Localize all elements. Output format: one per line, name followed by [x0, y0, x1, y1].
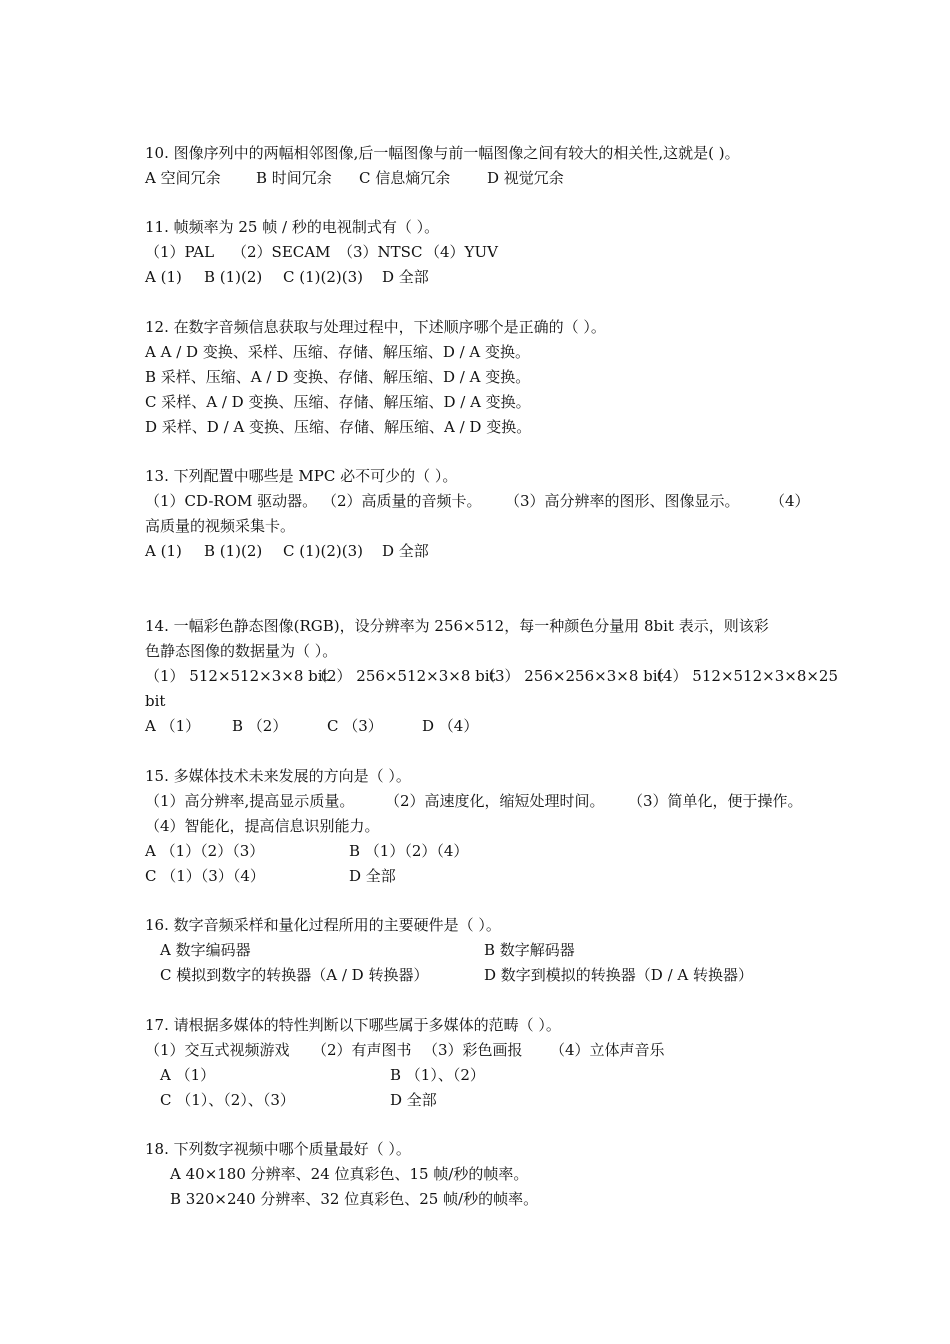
option-b: B （1）（2）（4） — [349, 842, 469, 860]
option-d: D 数字到模拟的转换器（D / A 转换器） — [484, 966, 754, 984]
question-stem: 15. 多媒体技术未来发展的方向是（ ）。 — [145, 767, 411, 785]
option-b: B 数字解码器 — [484, 941, 575, 959]
option-c: C (1)(2)(3) — [283, 268, 363, 286]
option-c: C （1）、（2）、（3） — [160, 1091, 295, 1109]
choice-item: （3）高分辨率的图形、图像显示。 — [505, 492, 740, 510]
option-a: A (1) — [145, 542, 182, 560]
option-a: A 数字编码器 — [160, 941, 251, 959]
choice-item: （3）简单化，便于操作。 — [628, 792, 803, 810]
option-a: A （1） — [160, 1066, 216, 1084]
question-stem: 12. 在数字音频信息获取与处理过程中，下述顺序哪个是正确的（ ）。 — [145, 318, 606, 336]
option-c: C （1）（3）（4） — [145, 867, 265, 885]
choice-item: （1）CD-ROM 驱动器。 — [145, 492, 318, 510]
choice-item: （2）高速度化，缩短处理时间。 — [385, 792, 605, 810]
choice-item-continued: bit — [145, 692, 166, 710]
question-stem: 13. 下列配置中哪些是 MPC 必不可少的（ ）。 — [145, 467, 458, 485]
question-stem: 11. 帧频率为 25 帧 / 秒的电视制式有（ ）。 — [145, 218, 440, 236]
choice-item: （1） 512×512×3×8 bit — [145, 667, 329, 685]
option-d: D （4） — [422, 717, 479, 735]
choice-item: （4）智能化，提高信息识别能力。 — [145, 817, 380, 835]
option-b: B （1）、（2） — [390, 1066, 485, 1084]
option-a: A 40×180 分辨率、24 位真彩色、15 帧/秒的帧率。 — [170, 1165, 529, 1183]
option-a: A （1） — [145, 717, 201, 735]
question-stem: 14. 一幅彩色静态图像(RGB)，设分辨率为 256×512，每一种颜色分量用 8bit 表示，则该彩 — [145, 617, 769, 635]
option-b: B 时间冗余 — [256, 169, 332, 187]
choice-item: （2）高质量的音频卡。 — [322, 492, 482, 510]
option-d: D 全部 — [382, 542, 429, 560]
option-a: A 空间冗余 — [145, 169, 221, 187]
choice-item: （2）有声图书 — [312, 1041, 412, 1059]
question-stem: 18. 下列数字视频中哪个质量最好（ ）。 — [145, 1140, 411, 1158]
option-b: B 采样、压缩、A / D 变换、存储、解压缩、D / A 变换。 — [145, 368, 531, 386]
choice-item: （4）立体声音乐 — [550, 1041, 665, 1059]
choice-item: （1）高分辨率,提高显示质量。 — [145, 792, 355, 810]
option-d: D 视觉冗余 — [487, 169, 564, 187]
choice-item: （3） 256×256×3×8 bit — [480, 667, 664, 685]
question-stem-continued: 色静态图像的数据量为（ ）。 — [145, 642, 338, 660]
option-a: A A / D 变换、采样、压缩、存储、解压缩、D / A 变换。 — [145, 343, 531, 361]
option-c: C 信息熵冗余 — [359, 169, 451, 187]
option-a: A (1) — [145, 268, 182, 286]
option-b: B (1)(2) — [204, 542, 263, 560]
option-c: C （3） — [327, 717, 383, 735]
choice-item: （3）彩色画报 — [423, 1041, 523, 1059]
option-c: C 采样、A / D 变换、压缩、存储、解压缩、D / A 变换。 — [145, 393, 531, 411]
choice-item: （2）SECAM — [232, 243, 331, 261]
choice-item: （3）NTSC — [338, 243, 423, 261]
question-stem: 16. 数字音频采样和量化过程所用的主要硬件是（ ）。 — [145, 916, 501, 934]
option-d: D 全部 — [382, 268, 429, 286]
option-a: A （1）（2）（3） — [145, 842, 265, 860]
choice-item: （1）PAL — [145, 243, 215, 261]
option-c: C 模拟到数字的转换器（A / D 转换器） — [160, 966, 429, 984]
choice-item: （4） — [770, 492, 810, 510]
choice-item: （4） 512×512×3×8×25 — [648, 667, 839, 685]
option-b: B （2） — [232, 717, 288, 735]
option-d: D 采样、D / A 变换、压缩、存储、解压缩、A / D 变换。 — [145, 418, 532, 436]
question-stem: 10. 图像序列中的两幅相邻图像,后一幅图像与前一幅图像之间有较大的相关性,这就是( )。 — [145, 144, 740, 162]
question-stem: 17. 请根据多媒体的特性判断以下哪些属于多媒体的范畴（ ）。 — [145, 1016, 561, 1034]
option-d: D 全部 — [390, 1091, 437, 1109]
option-d: D 全部 — [349, 867, 396, 885]
option-b: B (1)(2) — [204, 268, 263, 286]
option-c: C (1)(2)(3) — [283, 542, 363, 560]
option-b: B 320×240 分辨率、32 位真彩色、25 帧/秒的帧率。 — [170, 1190, 539, 1208]
choice-item: （1）交互式视频游戏 — [145, 1041, 290, 1059]
choice-item: （4）YUV — [425, 243, 498, 261]
choice-item: （2） 256×512×3×8 bit — [312, 667, 496, 685]
choice-item-continued: 高质量的视频采集卡。 — [145, 517, 296, 535]
